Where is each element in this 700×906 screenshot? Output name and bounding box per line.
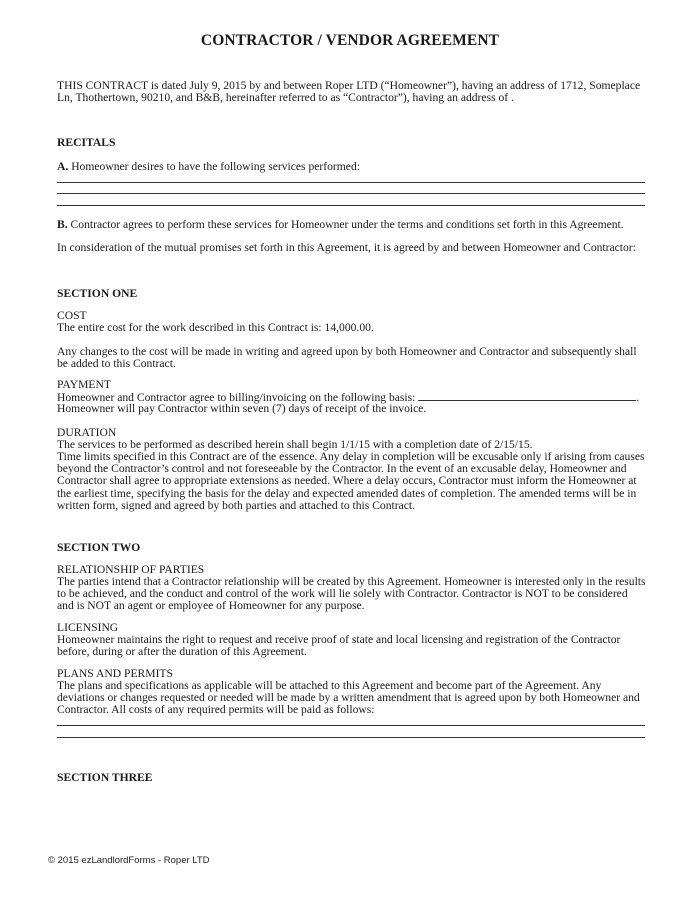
payment-text: Homeowner and Contractor agree to billing/invoicing on the following basis: .: [57, 391, 640, 404]
payment-heading: PAYMENT: [57, 378, 111, 391]
recital-a-label: A.: [57, 160, 69, 173]
payment-terms-text: Homeowner will pay Contractor within seven (7) days of receipt of the invoice.: [57, 402, 427, 415]
section-three-heading: SECTION THREE: [57, 771, 153, 784]
recital-a-text: Homeowner desires to have the following services performed:: [71, 160, 360, 173]
blank-line: [57, 737, 645, 738]
page-title: CONTRACTOR / VENDOR AGREEMENT: [200, 32, 500, 49]
intro-paragraph: THIS CONTRACT is dated July 9, 2015 by and between Roper LTD (“Homeowner”), having an address of 1712, Someplace Ln, Thothertown, 90210, and B&B, hereinafter referred to as “Contractor”), having an address of .: [57, 79, 641, 105]
payment-basis-blank: [418, 391, 636, 401]
consideration-paragraph: In consideration of the mutual promises set forth in this Agreement, it is agreed by and between Homeowner and Contractor:: [57, 241, 636, 254]
duration-dates-text: The services to be performed as described herein shall begin 1/1/15 with a completion date of 2/15/15.: [57, 438, 533, 451]
recitals-heading: RECITALS: [57, 136, 116, 149]
plans-text: The plans and specifications as applicable will be attached to this Agreement and become part of the Agreement. Any deviations or changes requested or needed will be made by a written amendment that is agreed upon by both Homeowner and Contractor. All costs of any required permits will be paid as follows:: [57, 679, 640, 717]
recital-a: [57, 161, 647, 173]
plans-heading: PLANS AND PERMITS: [57, 667, 173, 680]
cost-text: The entire cost for the work described in this Contract is: 14,000.00.: [57, 321, 374, 334]
section-two-heading: SECTION TWO: [57, 541, 141, 554]
licensing-heading: LICENSING: [57, 621, 119, 634]
cost-heading: COST: [57, 309, 87, 322]
licensing-text: Homeowner maintains the right to request and receive proof of state and local licensing and registration of the Contractor before, during or after the duration of this Agreement.: [57, 633, 621, 659]
blank-line: [57, 725, 645, 726]
duration-heading: DURATION: [57, 426, 117, 439]
duration-terms-text: Time limits specified in this Contract are of the essence. Any delay in completion will be excusable only if arising from causes beyond the Contractor’s control and not foreseeable by the Contractor. In the event of an excusable delay, Homeowner and Contractor shall agree to appropriate extensions as needed. Where a delay occurs, Contractor must inform the Homeowner at the earliest time, specifying the basis for the delay and expected amended dates of completion. The amended terms will be in written form, signed and agreed by both parties and attached to this Contract.: [57, 450, 645, 512]
footer-copyright: © 2015 ezLandlordForms - Roper LTD: [48, 855, 210, 866]
blank-line: [57, 205, 645, 206]
section-one-heading: SECTION ONE: [57, 287, 138, 300]
blank-line: [57, 193, 645, 194]
recital-b-label: B.: [57, 218, 68, 231]
relationship-text: The parties intend that a Contractor relationship will be created by this Agreement. Homeowner is interested only in the results to be achieved, and the conduct and control of the work will lie solely with Contractor. Contractor is NOT to be considered and is NOT an agent or employee of Homeowner for any purpose.: [57, 575, 646, 613]
payment-basis-text: Homeowner and Contractor agree to billing/invoicing on the following basis:: [57, 391, 416, 404]
recital-b-text: Contractor agrees to perform these services for Homeowner under the terms and conditions set forth in this Agreement.: [70, 218, 624, 231]
relationship-heading: RELATIONSHIP OF PARTIES: [57, 563, 205, 576]
blank-line: [57, 182, 645, 183]
recital-b: [57, 219, 647, 231]
cost-changes-text: Any changes to the cost will be made in writing and agreed upon by both Homeowner and Contractor and subsequently shall be added to this Contract.: [57, 345, 637, 371]
